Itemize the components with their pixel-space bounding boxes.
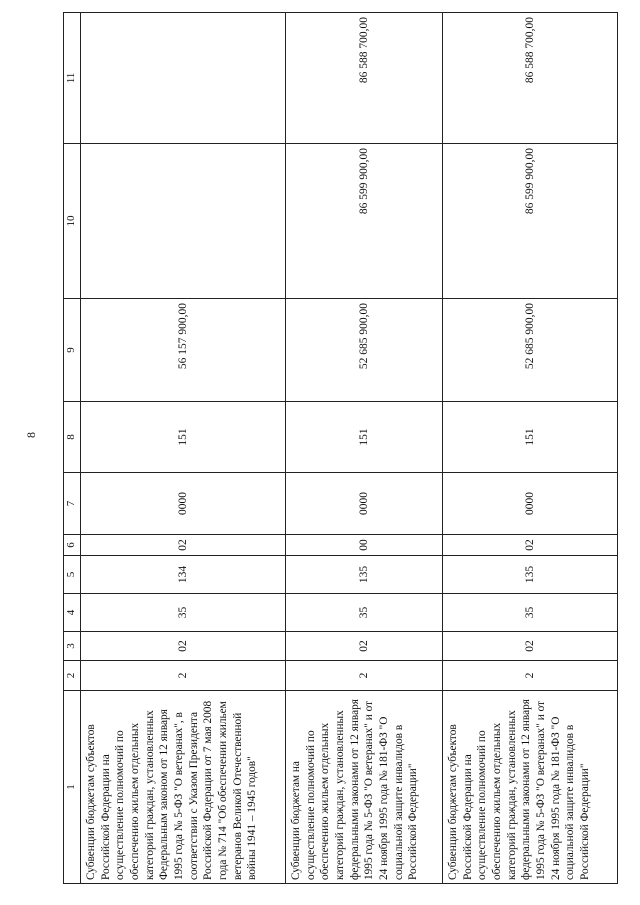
column-number: 11: [64, 13, 81, 144]
cell-code: 135: [286, 556, 443, 594]
cell-code: 02: [81, 535, 286, 556]
cell-code: 0000: [286, 473, 443, 535]
cell-amount: 86 588 700,00: [443, 13, 618, 144]
cell-code: 35: [286, 594, 443, 632]
row-description: Субвенции бюджетам субъектов Российской Федерации на осуществление полномочий по обеспечению жильем отдельных категорий граждан, установленных федеральными законами от 12 января 1995 года № 5-ФЗ "О ветеранах" и от 24 ноября 1995 года № 181-ФЗ "О социальной защите инвалидов в Российской Федерации": [443, 691, 618, 884]
table-row: [443, 13, 618, 884]
cell-amount: [81, 13, 286, 144]
cell-code: 2: [81, 661, 286, 691]
column-number: 4: [64, 594, 81, 632]
column-number: 2: [64, 661, 81, 691]
column-number: 3: [64, 632, 81, 661]
cell-code: 151: [443, 402, 618, 473]
cell-code: 135: [443, 556, 618, 594]
cell-code: 0000: [81, 473, 286, 535]
table-row: [81, 13, 286, 884]
column-number: 5: [64, 556, 81, 594]
row-description: Субвенции бюджетам субъектов Российской Федерации на осуществление полномочий по обеспечению жильем отдельных категорий граждан, установленных Федеральным законом от 12 января 1995 года № 5-ФЗ "О ветеранах", в соответствии с Указом Президента Российской Федерации от 7 мая 2008 года № 714 "Об обеспечении жильем ветеранов Великой Отечественной войны 1941 – 1945 годов": [81, 691, 286, 884]
cell-code: 02: [81, 632, 286, 661]
column-number: 8: [64, 402, 81, 473]
cell-amount: 86 588 700,00: [286, 13, 443, 144]
page-number: 8: [24, 432, 38, 438]
rotated-table-container: [63, 13, 618, 884]
cell-code: 151: [81, 402, 286, 473]
cell-code: 0000: [443, 473, 618, 535]
cell-amount: 52 685 900,00: [286, 299, 443, 402]
cell-code: 02: [443, 632, 618, 661]
column-number: 1: [64, 691, 81, 884]
column-number: 6: [64, 535, 81, 556]
cell-amount: [81, 144, 286, 299]
cell-code: 35: [443, 594, 618, 632]
table-row: [286, 13, 443, 884]
column-number: 7: [64, 473, 81, 535]
cell-code: 2: [286, 661, 443, 691]
cell-code: 2: [443, 661, 618, 691]
cell-code: 134: [81, 556, 286, 594]
cell-amount: 52 685 900,00: [443, 299, 618, 402]
column-number: 9: [64, 299, 81, 402]
cell-amount: 56 157 900,00: [81, 299, 286, 402]
cell-code: 02: [443, 535, 618, 556]
cell-amount: 86 599 900,00: [443, 144, 618, 299]
cell-code: 151: [286, 402, 443, 473]
column-number-row: [64, 13, 81, 884]
budget-table: [63, 12, 618, 884]
cell-code: 00: [286, 535, 443, 556]
cell-amount: 86 599 900,00: [286, 144, 443, 299]
cell-code: 35: [81, 594, 286, 632]
column-number: 10: [64, 144, 81, 299]
row-description: Субвенции бюджетам на осуществление полномочий по обеспечению жильем отдельных категорий граждан, установленных федеральными законами от 12 января 1995 года № 5-ФЗ "О ветеранах" и от 24 ноября 1995 года № 181-ФЗ "О социальной защите инвалидов в Российской Федерации": [286, 691, 443, 884]
cell-code: 02: [286, 632, 443, 661]
